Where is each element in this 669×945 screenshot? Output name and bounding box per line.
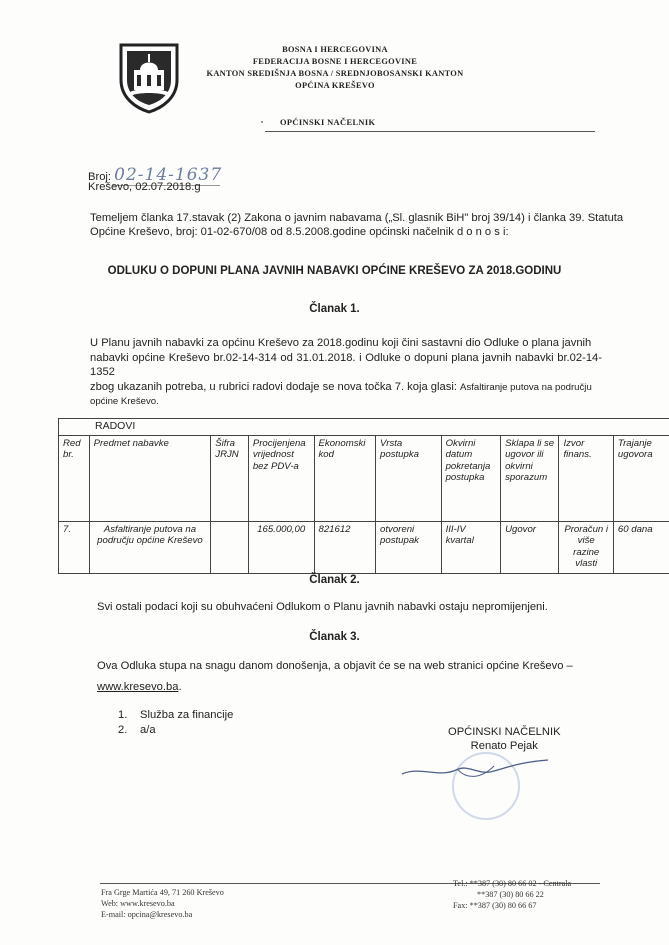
- table-row: [59, 521, 669, 573]
- table-header-cell: Izvor finans.: [559, 435, 613, 521]
- table-header-cell: Trajanje ugovora: [613, 435, 669, 521]
- table-header-cell: Ekonomski kod: [314, 435, 376, 521]
- article-3-line: [97, 680, 182, 694]
- table-cell: 7.: [59, 521, 90, 573]
- distribution-list: [118, 708, 233, 737]
- list-item-text: Služba za financije: [140, 709, 234, 721]
- place-date: Kreševo, 02.07.2018.g: [88, 181, 201, 193]
- table-header-cell: Sklapa li se ugovor ili okvirni sporazum: [501, 435, 559, 521]
- table-cell: 60 dana: [613, 521, 669, 573]
- table-cell: 821612: [314, 521, 376, 573]
- footer-phone: **387 (30) 80 66 22: [477, 890, 544, 899]
- article-3-period: .: [178, 681, 182, 693]
- decorative-dot: [261, 121, 263, 123]
- reference-label: Broj:: [88, 171, 112, 183]
- footer-phone: Tel.: **387 (30) 80 66 02 - Centrala: [453, 879, 572, 888]
- letterhead-line: FEDERACIJA BOSNE I HERCEGOVINE: [252, 57, 418, 66]
- article-1-heading: Članak 1.: [309, 303, 360, 315]
- list-item-number: 1.: [118, 709, 128, 721]
- handwritten-signature: [398, 752, 558, 793]
- procurement-plan-table: [58, 418, 669, 574]
- table-cell: Asfaltiranje putova na području općine Kreševo: [89, 521, 211, 573]
- article-3-line: Ova Odluka stupa na snagu danom donošenja, a objavit će se na web stranici općine Kreševo –: [97, 660, 573, 672]
- footer-address: Fra Grge Martića 49, 71 260 Kreševo: [101, 888, 224, 897]
- list-item: [118, 723, 233, 738]
- table-header-cell: Vrsta postupka: [376, 435, 442, 521]
- signature-block: [448, 725, 561, 753]
- article-1-line: U Planu javnih nabavki za općinu Kreševo za 2018.godinu koji čini sastavni dio Odluke o plana javnih: [90, 337, 592, 349]
- footer-email: E-mail: opcina@kresevo.ba: [101, 910, 193, 919]
- table-header-cell: Predmet nabavke: [89, 435, 211, 521]
- table-cell: Ugovor: [501, 521, 559, 573]
- table-section-row: [59, 419, 669, 436]
- article-2-body: Svi ostali podaci koji su obuhvaćeni Odlukom o Planu javnih nabavki ostaju nepromijenjeni.: [97, 601, 548, 613]
- article-3-heading: Članak 3.: [309, 631, 360, 643]
- table-header-cell: Red br.: [59, 435, 90, 521]
- list-item: [118, 708, 233, 723]
- footer-web: Web: www.kresevo.ba: [101, 899, 175, 908]
- header-divider: [265, 131, 595, 132]
- letterhead-line: KANTON SREDIŠNJA BOSNA / SREDNJOBOSANSKI KANTON: [206, 69, 464, 78]
- article-1-line: nabavki općine Kreševo br.02-14-314 od 31.01.2018. i Odluke o dopuni plana javnih nabavki br.02-14-1352: [90, 351, 602, 378]
- table-header-cell: Okvirni datum pokretanja postupka: [441, 435, 501, 521]
- signatory-title: OPĆINSKI NAČELNIK: [448, 726, 561, 738]
- signatory-name: Renato Pejak: [470, 740, 538, 752]
- table-header-cell: Šifra JRJN: [211, 435, 249, 521]
- table-section-label: RADOVI: [59, 419, 669, 436]
- article-1-inline-item: Asfaltiranje putova na području: [460, 381, 592, 393]
- website-link[interactable]: www.kresevo.ba: [97, 681, 179, 693]
- handwritten-reference-number: 02-14-1637: [114, 165, 223, 185]
- preamble-line: Općine Kreševo, broj: 01-02-670/08 od 8.5.2008.godine općinski načelnik d o n o s i:: [90, 226, 509, 238]
- table-cell: Proračun i više razine vlasti: [559, 521, 613, 573]
- municipality-crest-logo: [118, 42, 180, 114]
- table-cell: III-IV kvartal: [441, 521, 501, 573]
- document-title: ODLUKU O DOPUNI PLANA JAVNIH NABAVKI OPĆINE KREŠEVO ZA 2018.GODINU: [107, 265, 562, 277]
- office-heading: OPĆINSKI NAČELNIK: [280, 118, 376, 127]
- article-1-line: općine Kreševo.: [90, 396, 159, 407]
- article-2-heading: Članak 2.: [309, 574, 360, 586]
- table-cell: otvoreni postupak: [376, 521, 442, 573]
- article-1-line: [90, 380, 602, 396]
- letterhead-line: BOSNA I HERCEGOVINA: [282, 45, 388, 54]
- list-item-text: a/a: [140, 723, 156, 736]
- table-cell: 165.000,00: [248, 521, 314, 573]
- list-item-number: 2.: [118, 723, 128, 736]
- table-cell: [211, 521, 249, 573]
- table-header-row: [59, 435, 669, 521]
- article-1-text: zbog ukazanih potreba, u rubrici radovi dodaje se nova točka 7. koja glasi:: [90, 380, 457, 393]
- table-header-cell: Procijenjena vrijednost bez PDV-a: [248, 435, 314, 521]
- footer-fax: Fax: **387 (30) 80 66 67: [453, 901, 537, 910]
- letterhead: [190, 44, 480, 92]
- preamble-line: Temeljem članka 17.stavak (2) Zakona o javnim nabavama („Sl. glasnik BiH" broj 39/14) i članka 39. Statuta: [90, 212, 624, 224]
- article-1-body: [90, 336, 602, 410]
- letterhead-line: OPĆINA KREŠEVO: [295, 81, 375, 90]
